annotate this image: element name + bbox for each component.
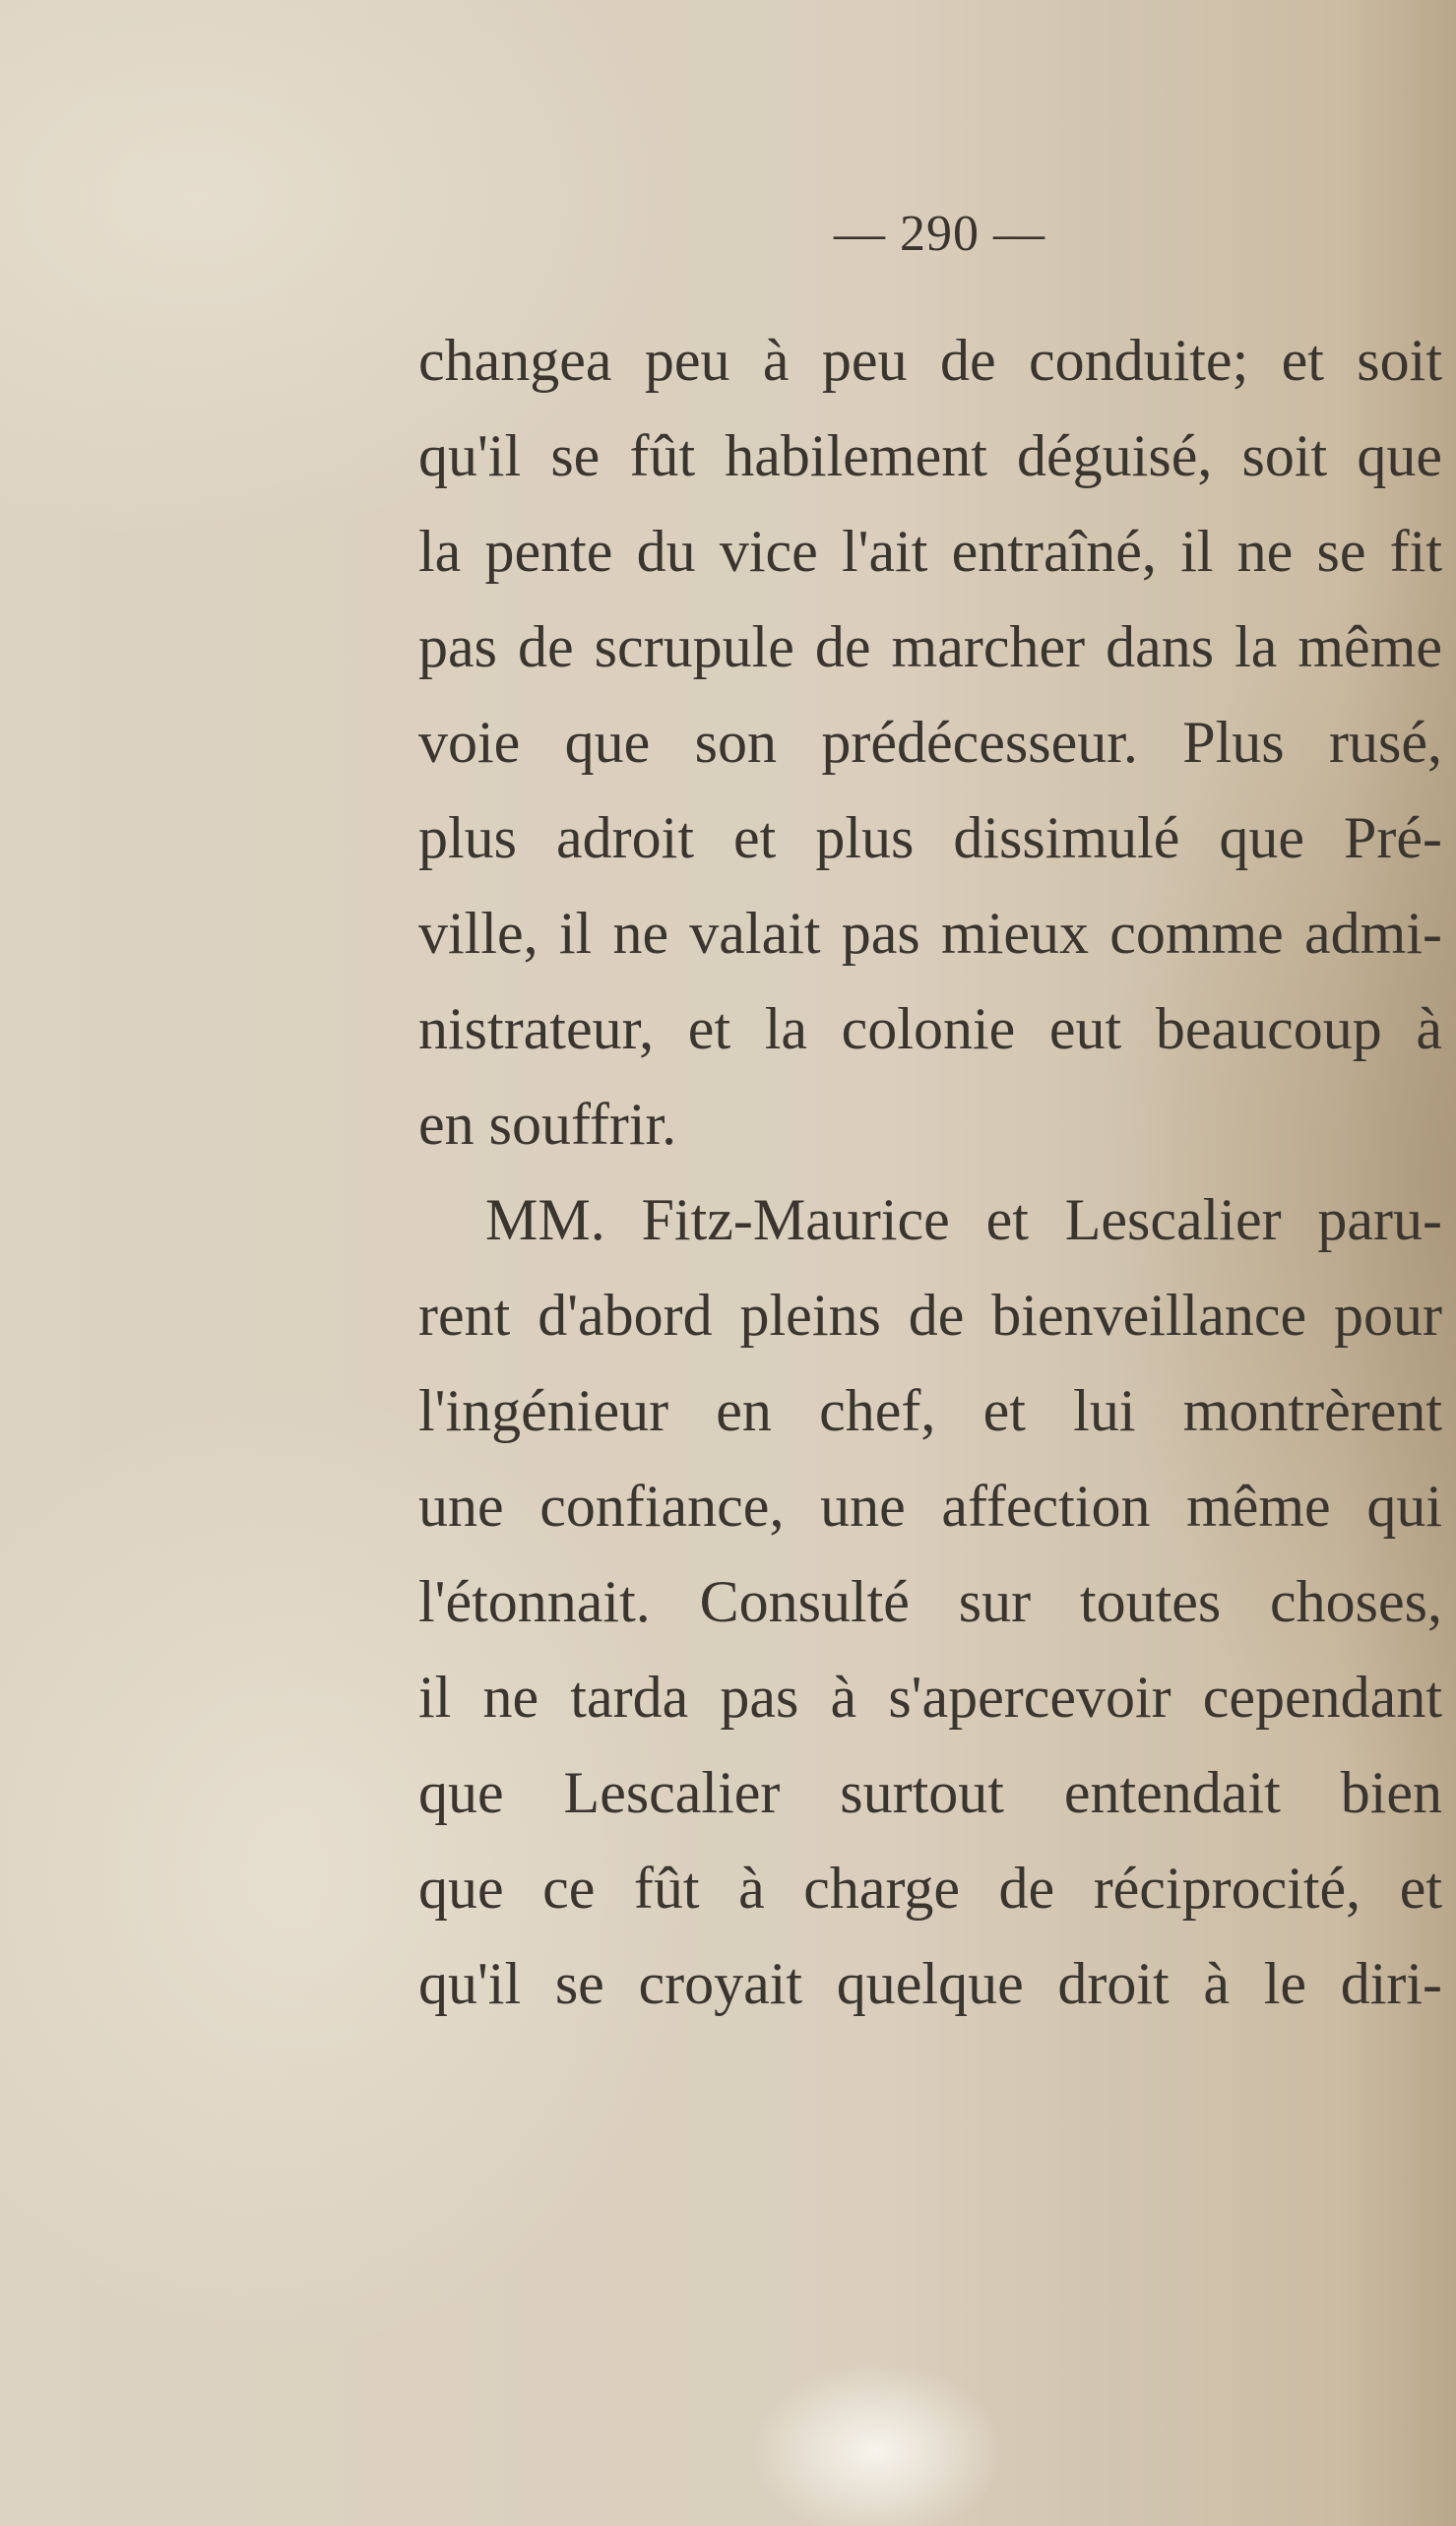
text-line: changea peu à peu de conduite; et soit (418, 328, 1442, 393)
text-line: qu'il se croyait quelque droit à le diri- (418, 1951, 1442, 2016)
text-line: ville, il ne valait pas mieux comme admi- (418, 901, 1442, 966)
text-line: l'ingénieur en chef, et lui montrèrent (418, 1378, 1442, 1443)
paper-stain (748, 2363, 1004, 2526)
text-line: la pente du vice l'ait entraîné, il ne se fit (418, 519, 1442, 584)
text-line: l'étonnait. Consulté sur toutes choses, (418, 1569, 1442, 1634)
text-line: une confiance, une affection même qui (418, 1474, 1442, 1539)
text-line: en souffrir. (418, 1092, 677, 1157)
text-line: MM. Fitz-Maurice et Lescalier paru- (485, 1187, 1442, 1252)
text-line: que Lescalier surtout entendait bien (418, 1760, 1442, 1825)
page-number (0, 205, 1456, 263)
text-line: voie que son prédécesseur. Plus rusé, (418, 710, 1442, 775)
text-line: il ne tarda pas à s'apercevoir cependant (418, 1665, 1442, 1730)
text-line: qu'il se fût habilement déguisé, soit que (418, 423, 1442, 488)
page-number-text: — 290 — (834, 206, 1045, 262)
text-line: plus adroit et plus dissimulé que Pré- (418, 805, 1442, 870)
body-text (418, 313, 1442, 2032)
text-line: que ce fût à charge de réciprocité, et (418, 1856, 1442, 1921)
text-line: pas de scrupule de marcher dans la même (418, 614, 1442, 679)
text-line: rent d'abord pleins de bienveillance pour (418, 1283, 1442, 1348)
text-line: nistrateur, et la colonie eut beaucoup à (418, 996, 1442, 1061)
